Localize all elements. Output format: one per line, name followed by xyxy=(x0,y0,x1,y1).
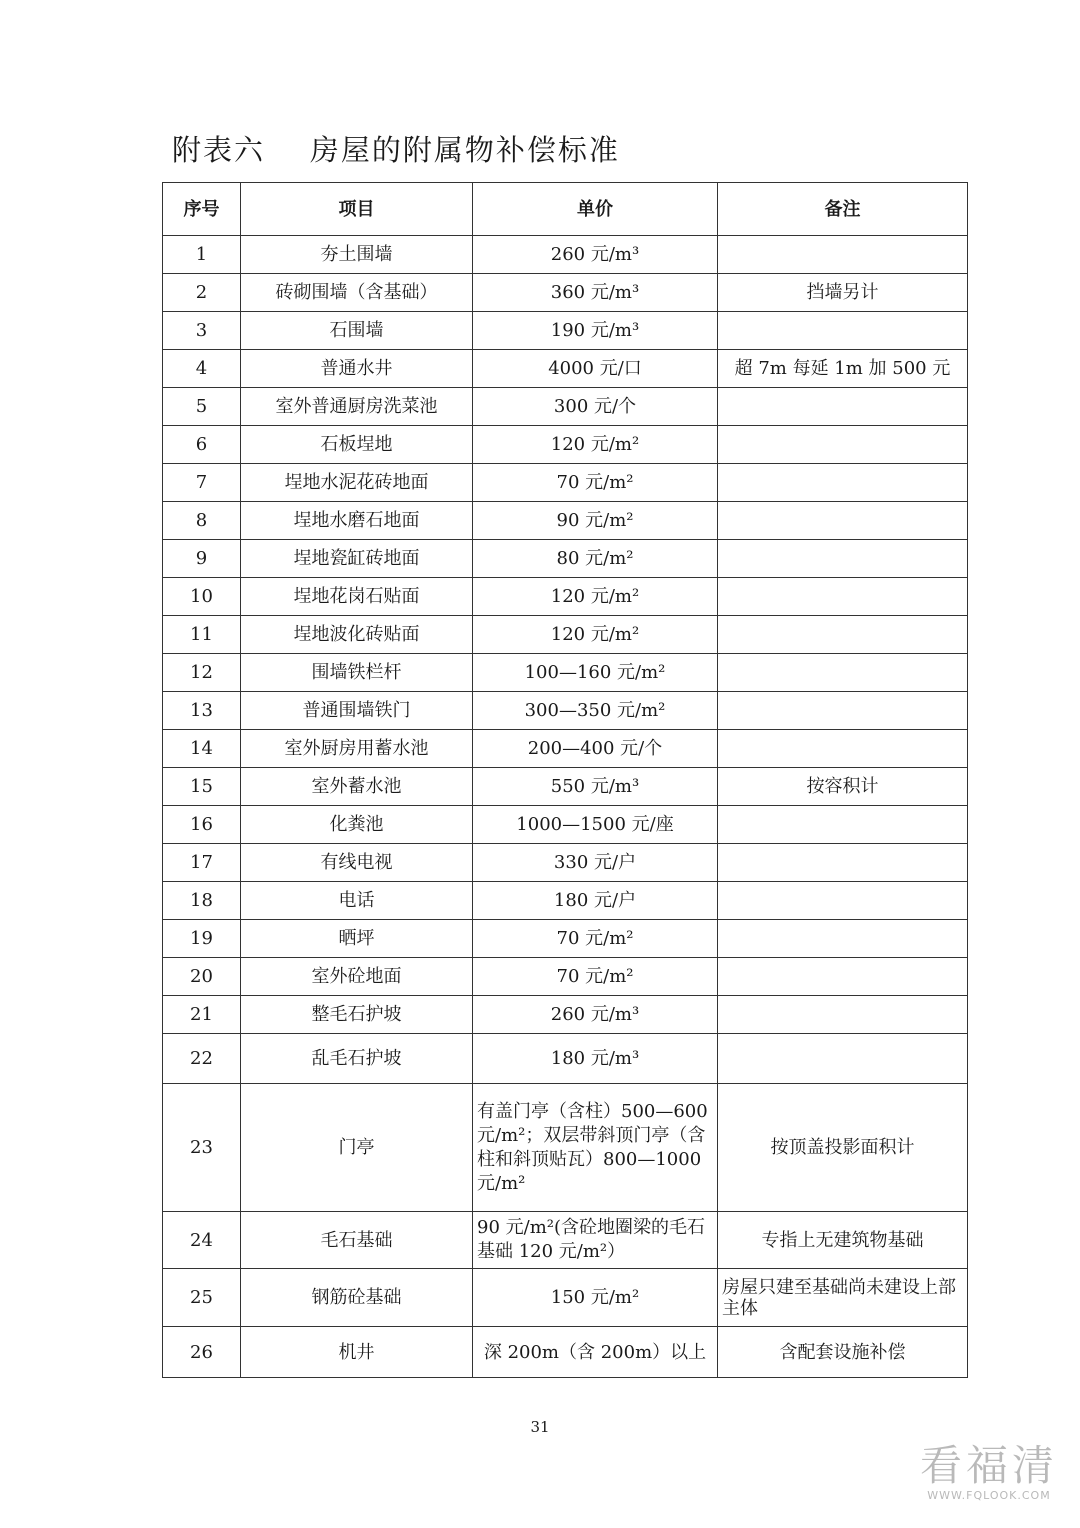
row-number: 7 xyxy=(163,464,241,502)
row-note: 房屋只建至基础尚未建设上部主体 xyxy=(718,1269,968,1327)
row-note xyxy=(718,388,968,426)
row-item: 室外砼地面 xyxy=(241,958,473,996)
row-price: 200—400 元/个 xyxy=(473,730,718,768)
row-number: 16 xyxy=(163,806,241,844)
row-number: 21 xyxy=(163,996,241,1034)
row-item: 普通围墙铁门 xyxy=(241,692,473,730)
row-note: 含配套设施补偿 xyxy=(718,1327,968,1378)
table-row xyxy=(163,274,968,312)
watermark-logo: 看福清 xyxy=(919,1441,1058,1490)
row-item: 整毛石护坡 xyxy=(241,996,473,1034)
row-item: 室外蓄水池 xyxy=(241,768,473,806)
row-note xyxy=(718,616,968,654)
row-number: 13 xyxy=(163,692,241,730)
watermark xyxy=(920,1443,1058,1502)
row-note xyxy=(718,464,968,502)
row-item: 埕地水磨石地面 xyxy=(241,502,473,540)
table-row xyxy=(163,1212,968,1269)
table-row xyxy=(163,236,968,274)
row-item: 晒坪 xyxy=(241,920,473,958)
column-header: 项目 xyxy=(241,183,473,236)
row-number: 24 xyxy=(163,1212,241,1269)
table-row xyxy=(163,692,968,730)
row-note xyxy=(718,958,968,996)
row-number: 17 xyxy=(163,844,241,882)
row-note xyxy=(718,844,968,882)
table-row xyxy=(163,426,968,464)
row-item: 普通水井 xyxy=(241,350,473,388)
table-row xyxy=(163,464,968,502)
row-price: 300—350 元/m² xyxy=(473,692,718,730)
row-number: 25 xyxy=(163,1269,241,1327)
row-note xyxy=(718,540,968,578)
row-number: 5 xyxy=(163,388,241,426)
table-row xyxy=(163,996,968,1034)
table-row xyxy=(163,768,968,806)
row-price: 4000 元/口 xyxy=(473,350,718,388)
row-price: 360 元/m³ xyxy=(473,274,718,312)
table-row xyxy=(163,730,968,768)
row-price: 120 元/m² xyxy=(473,616,718,654)
table-row xyxy=(163,958,968,996)
row-item: 门亭 xyxy=(241,1084,473,1212)
table-row xyxy=(163,1269,968,1327)
page-number: 31 xyxy=(530,1418,550,1436)
table-row xyxy=(163,882,968,920)
column-header: 备注 xyxy=(718,183,968,236)
row-number: 8 xyxy=(163,502,241,540)
row-note xyxy=(718,502,968,540)
row-price: 90 元/m² xyxy=(473,502,718,540)
table-row xyxy=(163,920,968,958)
row-note xyxy=(718,578,968,616)
row-note xyxy=(718,692,968,730)
row-number: 4 xyxy=(163,350,241,388)
row-item: 乱毛石护坡 xyxy=(241,1034,473,1084)
row-number: 20 xyxy=(163,958,241,996)
row-number: 10 xyxy=(163,578,241,616)
row-item: 石板埕地 xyxy=(241,426,473,464)
row-item: 毛石基础 xyxy=(241,1212,473,1269)
row-note xyxy=(718,1034,968,1084)
row-number: 23 xyxy=(163,1084,241,1212)
row-note xyxy=(718,730,968,768)
row-price: 1000—1500 元/座 xyxy=(473,806,718,844)
table-row xyxy=(163,1327,968,1378)
row-note xyxy=(718,654,968,692)
row-price: 70 元/m² xyxy=(473,920,718,958)
row-number: 18 xyxy=(163,882,241,920)
row-price: 有盖门亭（含柱）500—600 元/m²；双层带斜顶门亭（含柱和斜顶贴瓦）800—1000 元/m² xyxy=(473,1084,718,1212)
row-item: 有线电视 xyxy=(241,844,473,882)
row-item: 室外厨房用蓄水池 xyxy=(241,730,473,768)
row-number: 14 xyxy=(163,730,241,768)
table-row xyxy=(163,654,968,692)
table-header-row xyxy=(163,183,968,236)
row-price: 70 元/m² xyxy=(473,958,718,996)
row-note xyxy=(718,806,968,844)
row-price: 150 元/m² xyxy=(473,1269,718,1327)
row-price: 120 元/m² xyxy=(473,578,718,616)
row-price: 550 元/m³ xyxy=(473,768,718,806)
row-price: 深 200m（含 200m）以上 xyxy=(473,1327,718,1378)
row-price: 120 元/m² xyxy=(473,426,718,464)
row-item: 钢筋砼基础 xyxy=(241,1269,473,1327)
row-note xyxy=(718,882,968,920)
row-number: 11 xyxy=(163,616,241,654)
row-number: 2 xyxy=(163,274,241,312)
row-note: 专指上无建筑物基础 xyxy=(718,1212,968,1269)
row-note xyxy=(718,996,968,1034)
row-price: 70 元/m² xyxy=(473,464,718,502)
row-note: 超 7m 每延 1m 加 500 元 xyxy=(718,350,968,388)
row-note xyxy=(718,920,968,958)
table-row xyxy=(163,844,968,882)
row-item: 砖砌围墙（含基础） xyxy=(241,274,473,312)
table-row xyxy=(163,312,968,350)
table-row xyxy=(163,388,968,426)
row-number: 6 xyxy=(163,426,241,464)
row-number: 1 xyxy=(163,236,241,274)
row-number: 15 xyxy=(163,768,241,806)
row-note: 按顶盖投影面积计 xyxy=(718,1084,968,1212)
row-number: 19 xyxy=(163,920,241,958)
compensation-table xyxy=(162,182,968,1378)
row-item: 埕地瓷缸砖地面 xyxy=(241,540,473,578)
row-note xyxy=(718,426,968,464)
row-item: 室外普通厨房洗菜池 xyxy=(241,388,473,426)
row-price: 260 元/m³ xyxy=(473,236,718,274)
row-item: 埕地水泥花砖地面 xyxy=(241,464,473,502)
row-price: 330 元/户 xyxy=(473,844,718,882)
row-price: 190 元/m³ xyxy=(473,312,718,350)
row-item: 夯土围墙 xyxy=(241,236,473,274)
row-number: 22 xyxy=(163,1034,241,1084)
watermark-url: WWW.FQLOOK.COM xyxy=(927,1489,1051,1502)
page-title: 附表六 房屋的附属物补偿标准 xyxy=(172,133,620,167)
row-price: 180 元/m³ xyxy=(473,1034,718,1084)
row-item: 围墙铁栏杆 xyxy=(241,654,473,692)
column-header: 单价 xyxy=(473,183,718,236)
table-row xyxy=(163,1034,968,1084)
table-row xyxy=(163,1084,968,1212)
row-item: 机井 xyxy=(241,1327,473,1378)
row-note xyxy=(718,312,968,350)
row-item: 埕地波化砖贴面 xyxy=(241,616,473,654)
row-number: 26 xyxy=(163,1327,241,1378)
row-price: 180 元/户 xyxy=(473,882,718,920)
row-price: 300 元/个 xyxy=(473,388,718,426)
table-row xyxy=(163,806,968,844)
table-row xyxy=(163,616,968,654)
row-number: 3 xyxy=(163,312,241,350)
row-number: 12 xyxy=(163,654,241,692)
row-note xyxy=(718,236,968,274)
row-item: 电话 xyxy=(241,882,473,920)
row-item: 石围墙 xyxy=(241,312,473,350)
table-row xyxy=(163,578,968,616)
row-price: 260 元/m³ xyxy=(473,996,718,1034)
row-note: 挡墙另计 xyxy=(718,274,968,312)
row-item: 埕地花岗石贴面 xyxy=(241,578,473,616)
row-price: 80 元/m² xyxy=(473,540,718,578)
row-item: 化粪池 xyxy=(241,806,473,844)
row-number: 9 xyxy=(163,540,241,578)
column-header: 序号 xyxy=(163,183,241,236)
row-price: 100—160 元/m² xyxy=(473,654,718,692)
row-price: 90 元/m²(含砼地圈梁的毛石基础 120 元/m²） xyxy=(473,1212,718,1269)
table-row xyxy=(163,502,968,540)
table-row xyxy=(163,350,968,388)
table-row xyxy=(163,540,968,578)
row-note: 按容积计 xyxy=(718,768,968,806)
